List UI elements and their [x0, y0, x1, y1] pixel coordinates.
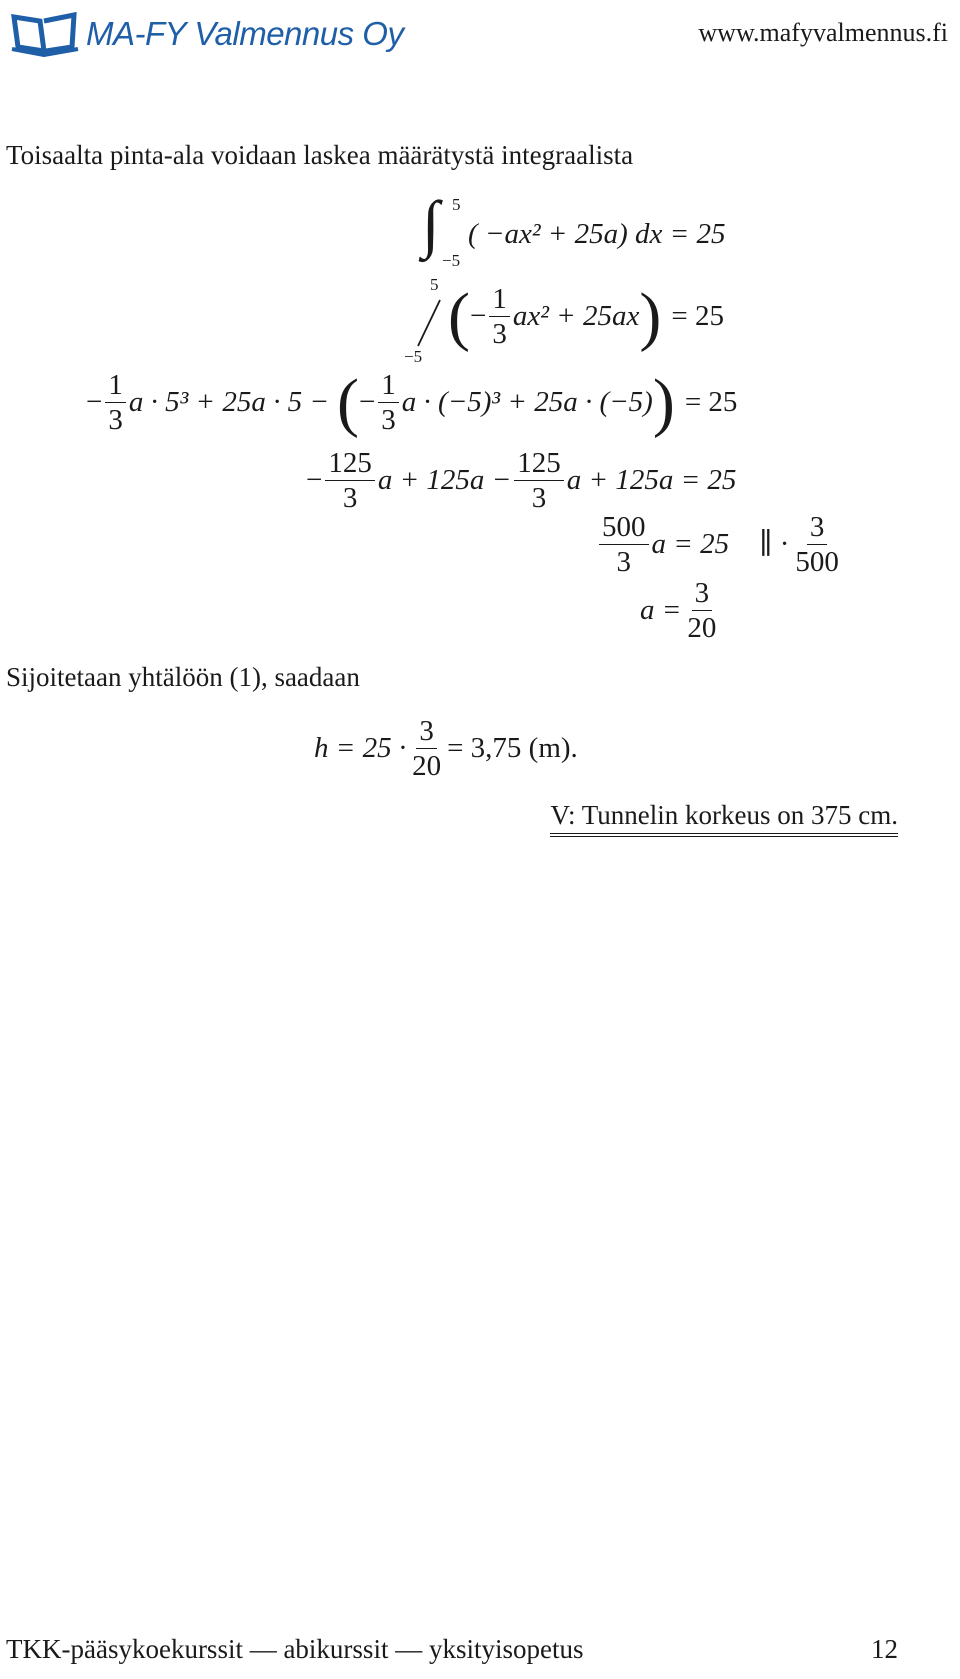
integral-sign: ∫	[422, 188, 440, 259]
intro-text: Toisaalta pinta-ala voidaan laskea määrätystä integraalista	[6, 140, 634, 170]
solution-lhs: a =	[640, 594, 682, 627]
equation-solution	[640, 578, 722, 644]
left-paren: (	[448, 279, 470, 353]
antiderivative-rhs: = 25	[671, 300, 724, 333]
book-logo-icon	[10, 11, 80, 57]
equation-height	[314, 716, 578, 782]
height-rhs: = 3,75 (m).	[447, 732, 578, 765]
page-number: 12	[871, 1634, 898, 1664]
multiply-den: 500	[795, 546, 839, 579]
logo	[10, 10, 403, 58]
integral-lower-limit: −5	[442, 251, 461, 270]
right-paren: )	[639, 279, 662, 353]
height-den: 20	[412, 750, 442, 783]
equation-antiderivative: 5 −5 ( − $\frac{1}{3}$ ax² + 25ax ) = 25	[404, 275, 724, 366]
height-lhs: h = 25 ·	[314, 732, 407, 765]
combined-den: 3	[616, 546, 631, 579]
evaluated-rhs: = 25	[684, 386, 738, 419]
combined-num: 500	[599, 512, 649, 545]
height-num: 3	[416, 716, 437, 749]
integrand-text: ( −ax² + 25a) dx = 25	[468, 218, 726, 250]
equation-combined	[596, 512, 845, 578]
subst-slash	[414, 298, 444, 348]
evaluated-left: a · 5³ + 25a · 5 −	[128, 386, 329, 419]
equation-simplified: − $\frac{125}{3}$ a + 125a − $\frac{125}{3}$ a + 125a = 25	[306, 447, 737, 515]
website-url: www.mafyvalmennus.fi	[698, 18, 948, 47]
antiderivative-inner: ax² + 25ax	[512, 300, 640, 333]
logo-text: MA-FY Valmennus Oy	[86, 15, 404, 52]
solution-den: 20	[687, 612, 717, 645]
simplified-frac-den: 3	[531, 482, 547, 515]
multiply-marker: ∥ ·	[759, 528, 790, 561]
simplified-expr: a + 125a = 25	[566, 464, 737, 497]
integral-upper-limit: 5	[452, 195, 461, 214]
subst-upper-limit: 5	[430, 275, 439, 294]
multiply-num: 3	[807, 512, 828, 545]
subst-lower-limit: −5	[404, 347, 423, 366]
combined-rhs: a = 25	[651, 528, 730, 561]
simplified-frac-num: 125	[514, 448, 564, 481]
evaluated-mid: a · (−5)³ + 25a · (−5)	[401, 386, 653, 419]
equation-evaluated: − $\frac{1}{3}$ a · 5³ + 25a · 5 − ( − $\frac{1}{3}$ a · (−5)³ + 25a · (−5) ) = 25	[86, 365, 738, 439]
answer-text: V: Tunnelin korkeus on 375 cm.	[550, 800, 898, 837]
footer-text: TKK-pääsykoekurssit — abikurssit — yksityisopetus	[6, 1634, 584, 1664]
solution-num: 3	[692, 578, 713, 611]
substitute-text: Sijoitetaan yhtälöön (1), saadaan	[6, 662, 360, 692]
